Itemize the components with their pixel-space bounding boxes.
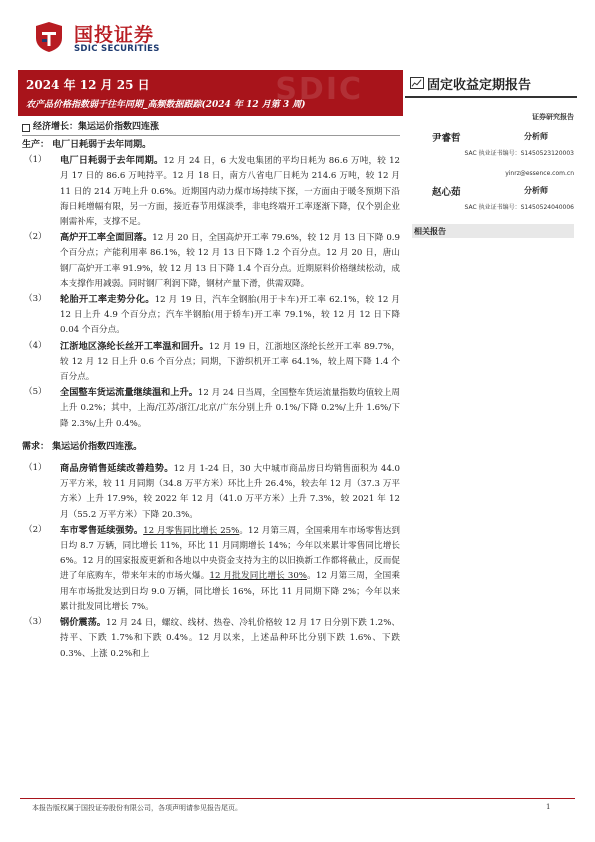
analyst-title: 分析师 (524, 131, 548, 141)
spacer (22, 432, 400, 438)
report-date: 2024 年 12 月 25 日 (26, 78, 150, 92)
item-body: 12 月 24 日，6 大发电集团的平均日耗为 86.6 万吨，较 12 月 17 日的 86.6 万吨持平。12 月 18 日，南方八省电厂日耗为 214.6 万吨，较 12 月 11 日的 214 万吨上升 0.6%。近期国内动力煤市场持续下探，一方面由于暖冬预期下沿海日耗增幅有限，另一方面，接近春节用煤淡季，非电终端开工率逐渐下降，仅个别企业刚需补库，支撑不足。 (60, 156, 401, 228)
list-item (22, 292, 400, 339)
report-title: 农产品价格指数弱于往年同期_高频数据跟踪(2024 年 12 月第 3 周) (26, 100, 306, 110)
item-body: 。12 月第三周，全国乘用车市场零售达到日均 8.7 万辆，同比增长 11%，环比 11 月同期增长 14%；今年以来累计零售同比增长 6%。12 月的国家报废更新和各地以中央资金支持为主的以旧换新工作都将截止，反而促进了年底购车，带来年末的市场火爆。 (60, 525, 401, 582)
report-banner (18, 70, 403, 116)
item-lead: 车市零售延续强势。 (60, 524, 144, 536)
item-body: 。12 月第三周，全国乘用车市场批发达到日均 9.0 万辆，同比增长 16%，环比 11 月同期下降 2%；今年以来累计批发同比增长 7%。 (60, 571, 401, 612)
item-body: 12 月 24 日，螺纹、线材、热卷、冷轧价格较 12 月 17 日分别下跌 1.2%、持平、下跌 1.7%和下跌 0.4%。12 月以来，上述品种环比分别下跌 1.6%、下跌 0.3%、上涨 0.2%和上 (60, 618, 401, 659)
list-item (22, 385, 400, 432)
item-number: （5） (24, 387, 47, 398)
production-heading: 生产： 电厂日耗弱于去年同期。 (22, 140, 152, 150)
item-number: （2） (24, 232, 47, 243)
related-reports-label: 相关报告 (414, 226, 446, 236)
list-item (22, 461, 400, 523)
item-number: （3） (24, 294, 47, 305)
list-item (22, 153, 400, 230)
item-body: 12 月 1-24 日，30 大中城市商品房日均销售面积为 44.0 万平方米，较 11 月同期（34.8 万平方米）环比上升 26.4%，较去年 12 月（37.3 万平方米）上升 17.9%，较 2022 年 12 月（41.0 万平方米）上升 7.3%，较 2021 年 12 月（55.2 万平方米）下降 20.3%。 (60, 464, 400, 520)
banner-watermark: SDIC (275, 72, 363, 107)
chart-icon (410, 77, 424, 89)
logo-name-en: SDIC SECURITIES (74, 44, 160, 54)
company-logo (32, 18, 192, 58)
item-lead: 商品房销售延续改善趋势。 (60, 463, 174, 475)
list-item (22, 523, 400, 615)
item-lead: 电厂日耗弱于去年同期。 (60, 155, 164, 167)
item-body: 12 月 20 日，全国高炉开工率 79.6%，较 12 月 13 日下降 0.9 个百分点；产能利用率 86.1%，较 12 月 13 日下降 1.2 个百分点。12 月 20 日，唐山钢厂高炉开工率 91.9%，较 12 月 13 日下降 1.4 个百分点。近期原料价格继续松动，成本支撑作用减弱。同时钢厂利润下降，钢材产量下滑，供需双降。 (60, 233, 401, 289)
list-item (22, 339, 400, 386)
item-lead: 高炉开工率全面回落。 (60, 232, 153, 244)
item-number: （3） (24, 617, 47, 628)
related-reports-header (412, 224, 574, 238)
item-lead: 轮胎开工率走势分化。 (60, 294, 155, 306)
highlight-wholesale: 12 月批发同比增长 30% (209, 571, 307, 582)
highlight-retail: 12 月零售同比增长 25% (143, 525, 240, 536)
analyst-sac-number: SAC 执业证书编号：S1450524040006 (464, 204, 574, 211)
footer-divider (20, 798, 575, 799)
analyst-name: 尹睿哲 (432, 133, 461, 144)
square-bullet-icon (22, 124, 30, 132)
report-type (410, 74, 575, 92)
page-number: 1 (546, 803, 551, 811)
item-body: 12 月 19 日，江浙地区涤纶长丝开工率 89.7%，较 12 月 12 日上升 0.6 个百分点；同期，下游织机开工率 64.1%，较上周下降 1.4 个百分点。 (60, 341, 400, 383)
summary-text: 经济增长：集运运价指数四连涨 (33, 122, 160, 132)
item-number: （2） (24, 524, 47, 535)
analyst-title: 分析师 (524, 185, 548, 195)
item-lead: 江浙地区涤纶长丝开工率温和回升。 (60, 340, 209, 352)
list-item (22, 230, 400, 292)
report-type-label: 固定收益定期报告 (427, 78, 532, 93)
footer-disclaimer: 本报告版权属于国投证券股份有限公司，各项声明请参见报告尾页。 (32, 804, 242, 812)
analyst-name: 赵心茹 (432, 187, 461, 198)
research-report-label: 证券研究报告 (532, 112, 574, 121)
item-lead: 全国整车货运流量继续温和上升。 (60, 387, 198, 399)
item-number: （1） (24, 155, 47, 166)
analyst-email[interactable]: yinrz@essence.com.cn (505, 170, 574, 177)
analyst-sac-number: SAC 执业证书编号：S1450523120003 (464, 150, 574, 157)
item-number: （4） (24, 340, 47, 351)
item-number: （1） (24, 463, 47, 474)
item-body: 12 月 24 日当周，全国整车货运流量指数均值较上周上升 0.2%；其中，上海/江苏/浙江/北京/广东分别上升 0.1%/下降 0.2%/上升 1.6%/下降 2.3%/上升 0.4%。 (60, 388, 401, 429)
header-divider (405, 96, 577, 98)
item-body: 12 月 19 日，汽车全钢胎(用于卡车)开工率 62.1%，较 12 月 12 日上升 4.9 个百分点；汽车半钢胎(用于轿车)开工率 79.1%，较 12 月 12 日下降 0.04 个百分点。 (60, 295, 401, 336)
report-body (22, 120, 400, 662)
item-lead: 钢价震荡。 (60, 617, 106, 629)
list-item (22, 615, 400, 662)
logo-name-cn: 国投证券 (74, 24, 155, 46)
demand-heading: 需求： 集运运价指数四连涨。 (22, 441, 143, 452)
summary-heading (22, 120, 400, 136)
logo-emblem-icon (32, 20, 66, 54)
